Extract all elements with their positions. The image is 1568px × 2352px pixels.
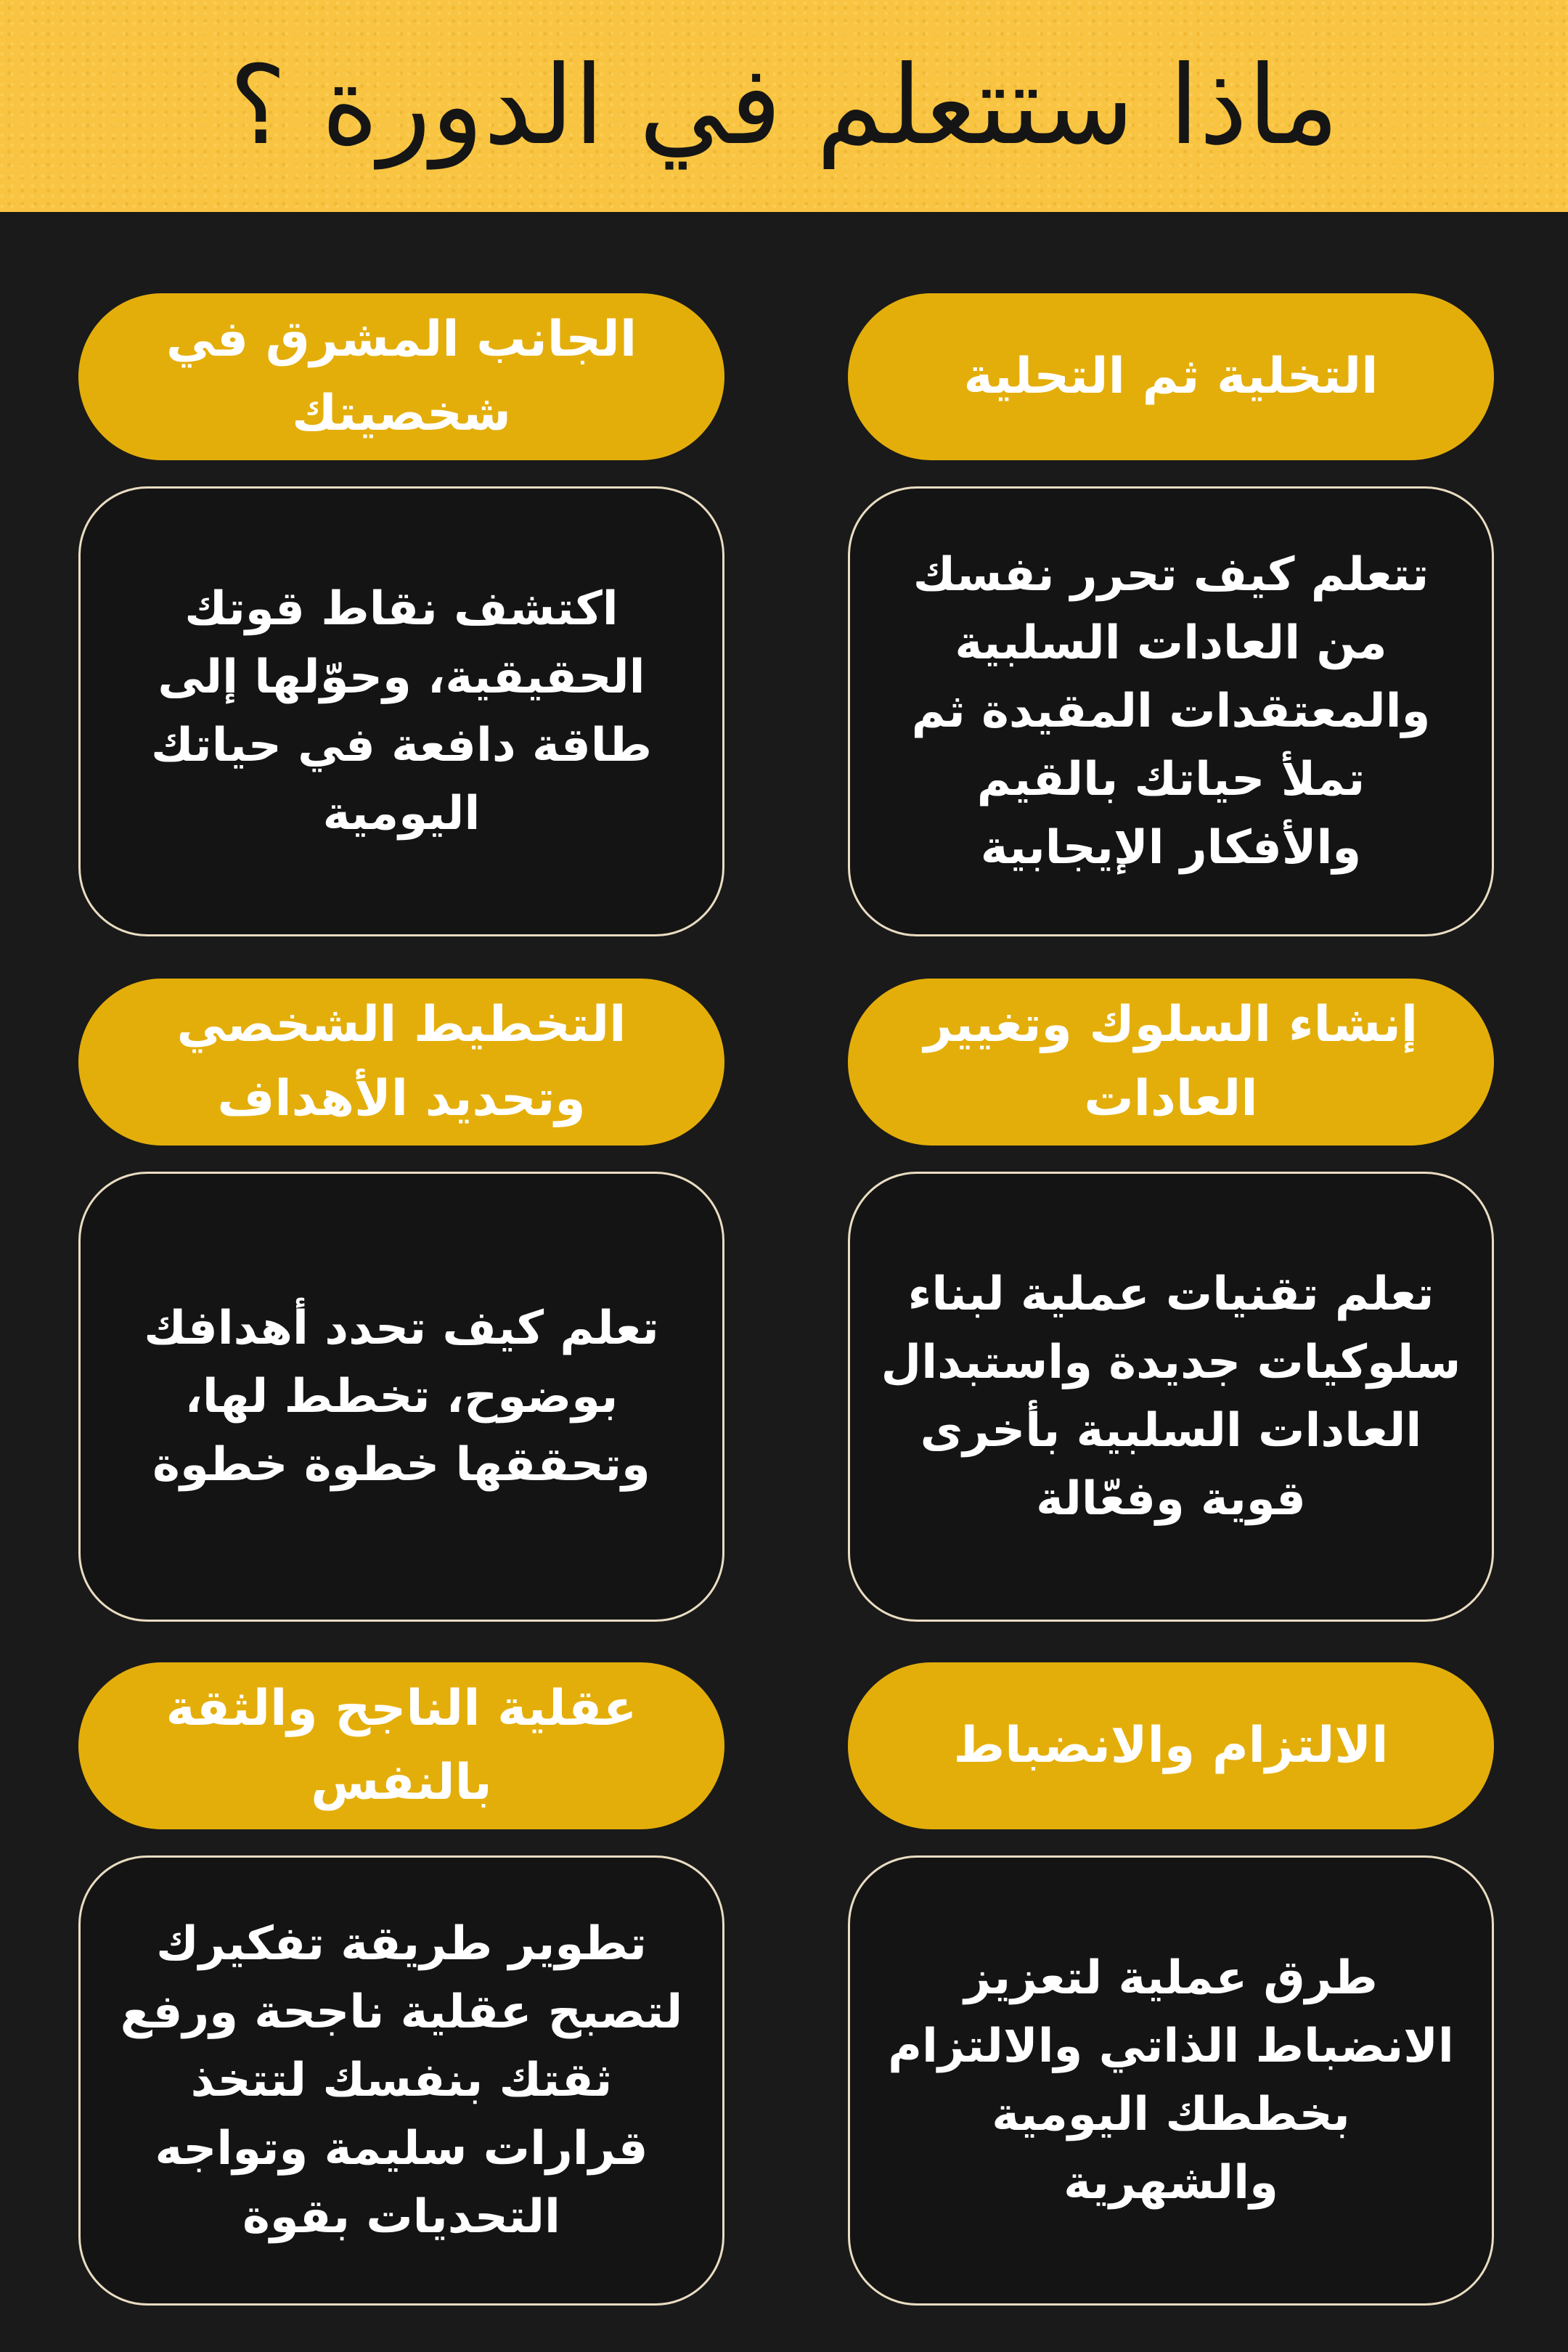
card-title-3: إنشاء السلوك وتغيير العادات xyxy=(848,979,1494,1146)
card-body-5: طرق عملية لتعزيز الانضباط الذاتي والالتزام بخططك اليومية والشهرية xyxy=(848,1855,1494,2306)
card-title-6: عقلية الناجح والثقة بالنفس xyxy=(78,1662,724,1829)
card-body-4: تعلم كيف تحدد أهدافك بوضوح، تخطط لها، وتحققها خطوة خطوة xyxy=(78,1172,724,1622)
card-title-4: التخطيط الشخصي وتحديد الأهداف xyxy=(78,979,724,1146)
card-title-2: الجانب المشرق في شخصيتك xyxy=(78,293,724,460)
card-body-3: تعلم تقنيات عملية لبناء سلوكيات جديدة واستبدال العادات السلبية بأخرى قوية وفعّالة xyxy=(848,1172,1494,1622)
card-body-6: تطوير طريقة تفكيرك لتصبح عقلية ناجحة ورفع ثقتك بنفسك لتتخذ قرارات سليمة وتواجه التحديات بقوة xyxy=(78,1855,724,2306)
card-title-5: الالتزام والانضباط xyxy=(848,1662,1494,1829)
card-body-2: اكتشف نقاط قوتك الحقيقية، وحوّلها إلى طاقة دافعة في حياتك اليومية xyxy=(78,486,724,936)
page-title: ماذا ستتعلم في الدورة ؟ xyxy=(229,43,1339,169)
card-title-1: التخلية ثم التحلية xyxy=(848,293,1494,460)
card-body-1: تتعلم كيف تحرر نفسك من العادات السلبية والمعتقدات المقيدة ثم تملأ حياتك بالقيم والأفكار الإيجابية xyxy=(848,486,1494,936)
